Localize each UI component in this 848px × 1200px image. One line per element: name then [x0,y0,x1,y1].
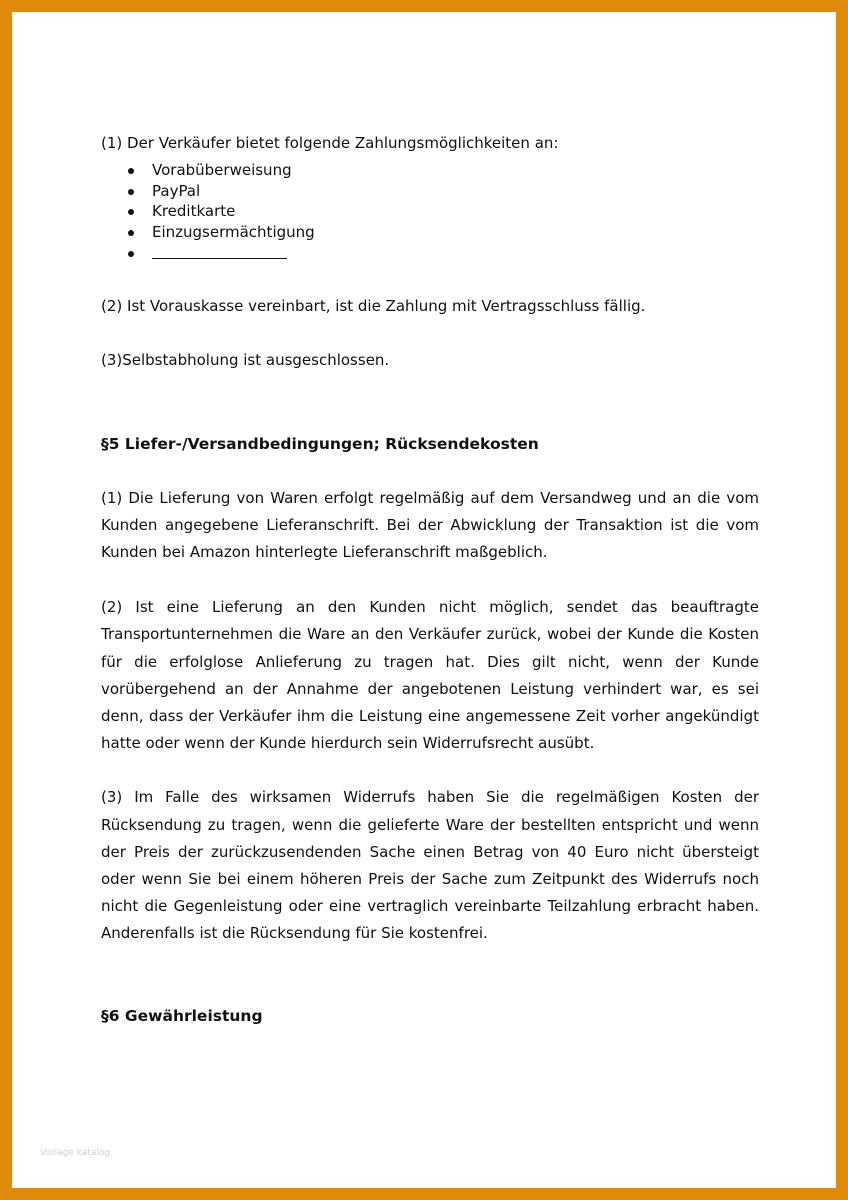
section-6-heading: §6 Gewährleistung [101,1006,263,1025]
payment-option: Kreditkarte [101,201,759,222]
payment-paragraph-2: (2) Ist Vorauskasse vereinbart, ist die Zahlung mit Vertragsschluss fällig. [101,297,646,316]
document-content [101,130,759,1030]
payment-intro: (1) Der Verkäufer bietet folgende Zahlungsmöglichkeiten an: [101,134,559,152]
section-5-heading: §5 Liefer-/Versandbedingungen; Rücksendekosten [101,434,539,453]
section-5-paragraph-1: (1) Die Lieferung von Waren erfolgt regelmäßig auf dem Versandweg und an die vom Kunden angegebene Lieferanschrift. Bei der Abwicklung der Transaktion ist die vom Kunden bei Amazon hinterlegte Lieferanschrift maßgeblich. [101,488,759,561]
payment-option-blank [101,243,759,264]
payment-option: Einzugsermächtigung [101,222,759,243]
section-5-paragraph-2: (2) Ist eine Lieferung an den Kunden nicht möglich, sendet das beauftragte Transportunternehmen die Ware an den Verkäufer zurück, wobei der Kunde die Kosten für die erfolglose Anlieferung zu tragen hat. Dies gilt nicht, wenn der Kunde vorübergehend an der Annahme der angebotenen Leistung verhindert war, es sei denn, dass der Verkäufer ihm die Leistung eine angemessene Zeit vorher angekündigt hatte oder wenn der Kunde hierdurch sein Widerrufsrecht ausübt. [101,598,759,753]
payment-option: Vorabüberweisung [101,160,759,181]
payment-paragraph-3: (3)Selbstabholung ist ausgeschlossen. [101,351,390,370]
watermark: Vorlage katalog [40,1148,111,1158]
document-page [12,12,836,1188]
payment-option: PayPal [101,181,759,202]
blank-fill-line [152,243,287,259]
section-5-paragraph-3: (3) Im Falle des wirksamen Widerrufs haben Sie die regelmäßigen Kosten der Rücksendung zu tragen, wenn die gelieferte Ware der bestellten entspricht und wenn der Preis der zurückzusendenden Sache einen Betrag von 40 Euro nicht übersteigt oder wenn Sie bei einem höheren Preis der Sache zum Zeitpunkt des Widerrufs noch nicht die Gegenleistung oder eine vertraglich vereinbarte Teilzahlung erbracht haben. Anderenfalls ist die Rücksendung für Sie kostenfrei. [101,788,759,943]
payment-options-list [101,160,759,263]
